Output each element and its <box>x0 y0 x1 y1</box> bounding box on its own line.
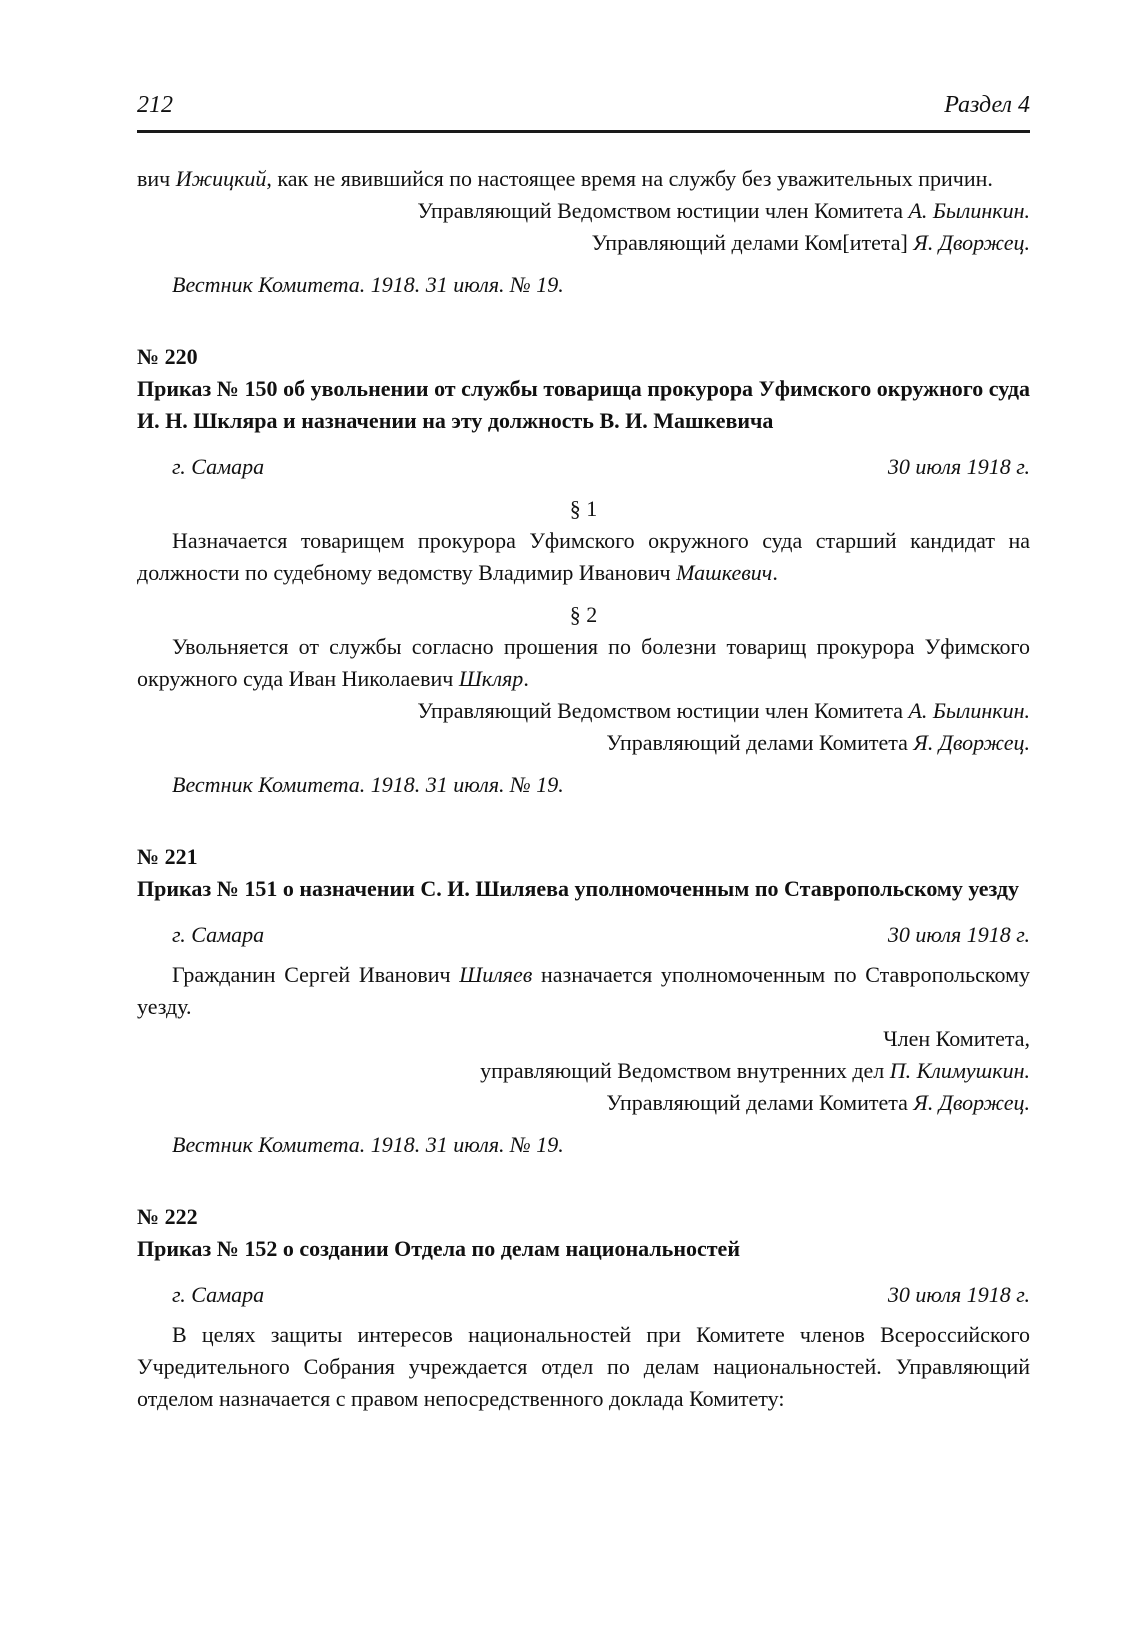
doc-222-place-date <box>137 1279 1030 1311</box>
doc-221-signature-2: Управляющий делами Комитета Я. Дворжец. <box>606 1090 1030 1115</box>
doc-222-title: Приказ № 152 о создании Отдела по делам национальностей <box>137 1236 741 1261</box>
intro-signature-1: Управляющий Ведомством юстиции член Комитета А. Былинкин. <box>417 198 1030 223</box>
doc-221-place: г. Самара <box>172 922 265 947</box>
doc-221-signature-1: управляющий Ведомством внутренних дел П. Климушкин. <box>480 1058 1030 1083</box>
doc-222-text: В целях защиты интересов национальностей при Комитете членов Всероссийского Учредительного Собрания учреждается отдел по делам национальностей. Управляющий отделом назначается с правом непосредственного доклада Комитету: <box>137 1322 1030 1411</box>
doc-220-signature-2: Управляющий делами Комитета Я. Дворжец. <box>606 730 1030 755</box>
intro-text: вич Ижицкий, как не явившийся по настоящее время на службу без уважительных причин. <box>137 166 993 191</box>
doc-220-place-date <box>137 451 1030 483</box>
page-content <box>137 163 1030 1415</box>
doc-220-source: Вестник Комитета. 1918. 31 июля. № 19. <box>172 772 564 797</box>
doc-220-signature-1: Управляющий Ведомством юстиции член Комитета А. Былинкин. <box>417 698 1030 723</box>
doc-220-number: № 220 <box>137 344 198 369</box>
doc-222-date: 30 июля 1918 г. <box>887 1282 1030 1307</box>
doc-221-date: 30 июля 1918 г. <box>887 922 1030 947</box>
doc-221-text: Гражданин Сергей Иванович Шиляев назначается уполномоченным по Ставропольскому уезду. <box>137 962 1030 1019</box>
doc-222-place: г. Самара <box>172 1282 265 1307</box>
doc-220-place: г. Самара <box>172 454 265 479</box>
doc-220-paragraph-2: § 2 <box>569 602 598 627</box>
doc-221-source: Вестник Комитета. 1918. 31 июля. № 19. <box>172 1132 564 1157</box>
section-title: Раздел 4 <box>944 92 1030 118</box>
doc-221-number: № 221 <box>137 844 198 869</box>
intro-signature-2: Управляющий делами Ком[итета] Я. Дворжец. <box>591 230 1030 255</box>
doc-221-title: Приказ № 151 о назначении С. И. Шиляева уполномоченным по Ставропольскому уезду <box>137 876 1020 901</box>
intro-source: Вестник Комитета. 1918. 31 июля. № 19. <box>172 272 564 297</box>
doc-221-place-date <box>137 919 1030 951</box>
running-header <box>137 86 1030 133</box>
page-number: 212 <box>137 92 173 118</box>
doc-220-title: Приказ № 150 об увольнении от службы товарища прокурора Уфимского окружного суда И. Н. Шкляра и назначении на эту должность В. И. Машкевича <box>137 376 1030 433</box>
doc-221-signature-title: Член Комитета, <box>883 1026 1030 1051</box>
doc-220-text-2: Увольняется от службы согласно прошения по болезни товарищ прокурора Уфимского окружного суда Иван Николаевич Шкляр. <box>137 634 1030 691</box>
doc-220-paragraph-1: § 1 <box>569 496 598 521</box>
doc-222-number: № 222 <box>137 1204 198 1229</box>
doc-220-text-1: Назначается товарищем прокурора Уфимского окружного суда старший кандидат на должности по судебному ведомству Владимир Иванович Машкевич. <box>137 528 1030 585</box>
doc-220-date: 30 июля 1918 г. <box>887 454 1030 479</box>
